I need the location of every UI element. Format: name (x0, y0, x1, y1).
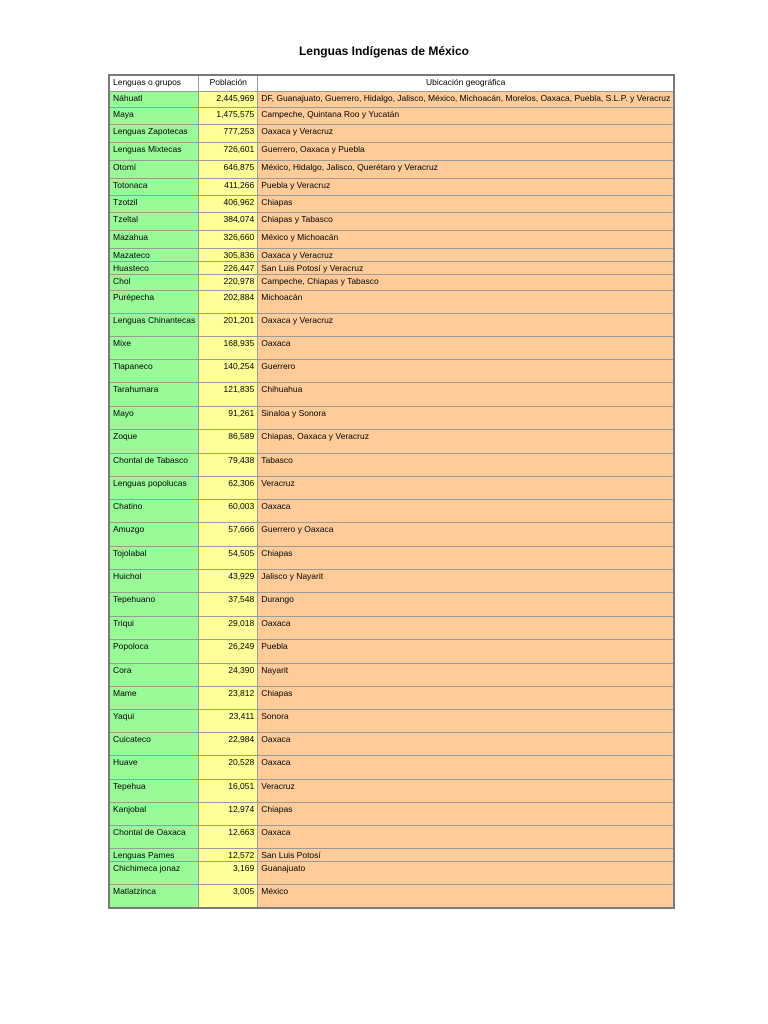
population-cell: 726,601 (199, 143, 258, 161)
population-cell: 12,663 (199, 826, 258, 849)
language-name-cell: Mixe (109, 337, 199, 360)
language-name-cell: Purépecha (109, 291, 199, 314)
language-name-cell: Otomí (109, 161, 199, 179)
location-cell: Michoacán (258, 291, 674, 314)
table-row (109, 143, 674, 161)
location-cell: México y Michoacán (258, 231, 674, 249)
location-cell: Oaxaca (258, 337, 674, 360)
table-row (109, 593, 674, 617)
language-name-cell: Chatino (109, 500, 199, 523)
table-row (109, 125, 674, 143)
location-cell: Puebla y Veracruz (258, 179, 674, 196)
table-row (109, 179, 674, 196)
table-row (109, 826, 674, 849)
population-cell: 201,201 (199, 314, 258, 337)
table-row (109, 849, 674, 862)
location-cell: Oaxaca (258, 733, 674, 756)
language-name-cell: Tlapaneco (109, 360, 199, 383)
population-cell: 22,984 (199, 733, 258, 756)
language-name-cell: Chol (109, 275, 199, 291)
language-name-cell: Lenguas popolucas (109, 477, 199, 500)
table-row (109, 231, 674, 249)
location-cell: Oaxaca (258, 617, 674, 640)
language-name-cell: Yaqui (109, 710, 199, 733)
table-row (109, 885, 674, 908)
population-cell: 54,505 (199, 547, 258, 570)
table-row (109, 523, 674, 547)
location-cell: Veracruz (258, 477, 674, 500)
population-cell: 168,935 (199, 337, 258, 360)
language-name-cell: Huave (109, 756, 199, 780)
language-name-cell: Popoloca (109, 640, 199, 664)
table-row (109, 500, 674, 523)
location-cell: Guerrero y Oaxaca (258, 523, 674, 547)
table-row (109, 360, 674, 383)
population-cell: 86,589 (199, 430, 258, 454)
location-cell: Guerrero (258, 360, 674, 383)
table-row (109, 314, 674, 337)
population-cell: 305,836 (199, 249, 258, 262)
language-name-cell: Lenguas Chinantecas (109, 314, 199, 337)
population-cell: 326,660 (199, 231, 258, 249)
population-cell: 79,438 (199, 454, 258, 477)
table-row (109, 337, 674, 360)
location-cell: DF, Guanajuato, Guerrero, Hidalgo, Jalisco, México, Michoacán, Morelos, Oaxaca, Puebla, S.L.P. y Veracruz (258, 92, 674, 108)
population-cell: 62,306 (199, 477, 258, 500)
language-name-cell: Cuicateco (109, 733, 199, 756)
location-cell: Chihuahua (258, 383, 674, 407)
location-cell: Chiapas (258, 687, 674, 710)
table-row (109, 196, 674, 213)
population-cell: 777,253 (199, 125, 258, 143)
table-row (109, 477, 674, 500)
language-name-cell: Chontal de Tabasco (109, 454, 199, 477)
table-row (109, 547, 674, 570)
language-name-cell: Maya (109, 108, 199, 125)
location-cell: Oaxaca y Veracruz (258, 249, 674, 262)
population-cell: 140,254 (199, 360, 258, 383)
table-row (109, 108, 674, 125)
table-row (109, 383, 674, 407)
language-name-cell: Lenguas Mixtecas (109, 143, 199, 161)
page-title: Lenguas Indígenas de México (298, 44, 470, 58)
location-cell: Campeche, Quintana Roo y Yucatán (258, 108, 674, 125)
population-cell: 37,548 (199, 593, 258, 617)
population-cell: 121,835 (199, 383, 258, 407)
location-cell: Sinaloa y Sonora (258, 407, 674, 430)
location-cell: Durango (258, 593, 674, 617)
population-cell: 1,475,575 (199, 108, 258, 125)
population-cell: 12,572 (199, 849, 258, 862)
table-row (109, 430, 674, 454)
language-name-cell: Huasteco (109, 262, 199, 275)
location-cell: Nayarit (258, 664, 674, 687)
language-name-cell: Matlatzinca (109, 885, 199, 908)
location-cell: Sonora (258, 710, 674, 733)
location-cell: Veracruz (258, 780, 674, 803)
population-cell: 2,445,969 (199, 92, 258, 108)
population-cell: 23,812 (199, 687, 258, 710)
language-name-cell: Totonaca (109, 179, 199, 196)
table-row (109, 617, 674, 640)
population-cell: 384,074 (199, 213, 258, 231)
location-cell: México, Hidalgo, Jalisco, Querétaro y Veracruz (258, 161, 674, 179)
table-row (109, 780, 674, 803)
location-cell: Chiapas, Oaxaca y Veracruz (258, 430, 674, 454)
location-cell: Oaxaca (258, 756, 674, 780)
header-location: Ubicación geográfica (258, 75, 674, 92)
location-cell: Guanajuato (258, 862, 674, 885)
population-cell: 91,261 (199, 407, 258, 430)
table-row (109, 710, 674, 733)
location-cell: Oaxaca y Veracruz (258, 314, 674, 337)
languages-table (108, 74, 675, 909)
population-cell: 202,884 (199, 291, 258, 314)
language-name-cell: Tzeltal (109, 213, 199, 231)
language-name-cell: Amuzgo (109, 523, 199, 547)
table-row (109, 454, 674, 477)
table-row (109, 291, 674, 314)
language-name-cell: Mazateco (109, 249, 199, 262)
population-cell: 29,018 (199, 617, 258, 640)
header-languages: Lenguas o grupos (109, 75, 199, 92)
language-name-cell: Chichimeca jonaz (109, 862, 199, 885)
language-name-cell: Lenguas Zapotecas (109, 125, 199, 143)
table-row (109, 687, 674, 710)
location-cell: Chiapas (258, 196, 674, 213)
language-name-cell: Tepehua (109, 780, 199, 803)
language-name-cell: Chontal de Oaxaca (109, 826, 199, 849)
population-cell: 406,962 (199, 196, 258, 213)
table-row (109, 92, 674, 108)
population-cell: 20,528 (199, 756, 258, 780)
language-name-cell: Tzotzil (109, 196, 199, 213)
population-cell: 26,249 (199, 640, 258, 664)
table-row (109, 275, 674, 291)
location-cell: Campeche, Chiapas y Tabasco (258, 275, 674, 291)
language-name-cell: Zoque (109, 430, 199, 454)
location-cell: Puebla (258, 640, 674, 664)
population-cell: 16,051 (199, 780, 258, 803)
language-name-cell: Tarahumara (109, 383, 199, 407)
table-row (109, 803, 674, 826)
population-cell: 12,974 (199, 803, 258, 826)
location-cell: San Luis Potosí y Veracruz (258, 262, 674, 275)
population-cell: 3,005 (199, 885, 258, 908)
language-name-cell: Kanjobal (109, 803, 199, 826)
location-cell: San Luis Potosí (258, 849, 674, 862)
population-cell: 60,003 (199, 500, 258, 523)
table-row (109, 733, 674, 756)
table-row (109, 756, 674, 780)
location-cell: Chiapas y Tabasco (258, 213, 674, 231)
table-header-row (109, 75, 674, 92)
language-name-cell: Triqui (109, 617, 199, 640)
language-name-cell: Mayo (109, 407, 199, 430)
table-row (109, 862, 674, 885)
table-row (109, 407, 674, 430)
population-cell: 226,447 (199, 262, 258, 275)
population-cell: 43,929 (199, 570, 258, 593)
language-name-cell: Huichol (109, 570, 199, 593)
table-row (109, 262, 674, 275)
table-row (109, 213, 674, 231)
table-row (109, 570, 674, 593)
location-cell: Jalisco y Nayarit (258, 570, 674, 593)
location-cell: Tabasco (258, 454, 674, 477)
location-cell: Chiapas (258, 547, 674, 570)
language-name-cell: Mame (109, 687, 199, 710)
population-cell: 220,978 (199, 275, 258, 291)
language-name-cell: Tojolabal (109, 547, 199, 570)
population-cell: 24,390 (199, 664, 258, 687)
language-name-cell: Cora (109, 664, 199, 687)
location-cell: México (258, 885, 674, 908)
population-cell: 646,875 (199, 161, 258, 179)
location-cell: Chiapas (258, 803, 674, 826)
location-cell: Oaxaca (258, 500, 674, 523)
location-cell: Oaxaca (258, 826, 674, 849)
header-population: Población (199, 75, 258, 92)
language-name-cell: Náhuatl (109, 92, 199, 108)
table-row (109, 640, 674, 664)
population-cell: 23,411 (199, 710, 258, 733)
location-cell: Guerrero, Oaxaca y Puebla (258, 143, 674, 161)
table-row (109, 664, 674, 687)
table-row (109, 249, 674, 262)
language-name-cell: Lenguas Pames (109, 849, 199, 862)
population-cell: 411,266 (199, 179, 258, 196)
language-name-cell: Tepehuano (109, 593, 199, 617)
population-cell: 3,169 (199, 862, 258, 885)
table-row (109, 161, 674, 179)
population-cell: 57,666 (199, 523, 258, 547)
language-name-cell: Mazahua (109, 231, 199, 249)
location-cell: Oaxaca y Veracruz (258, 125, 674, 143)
